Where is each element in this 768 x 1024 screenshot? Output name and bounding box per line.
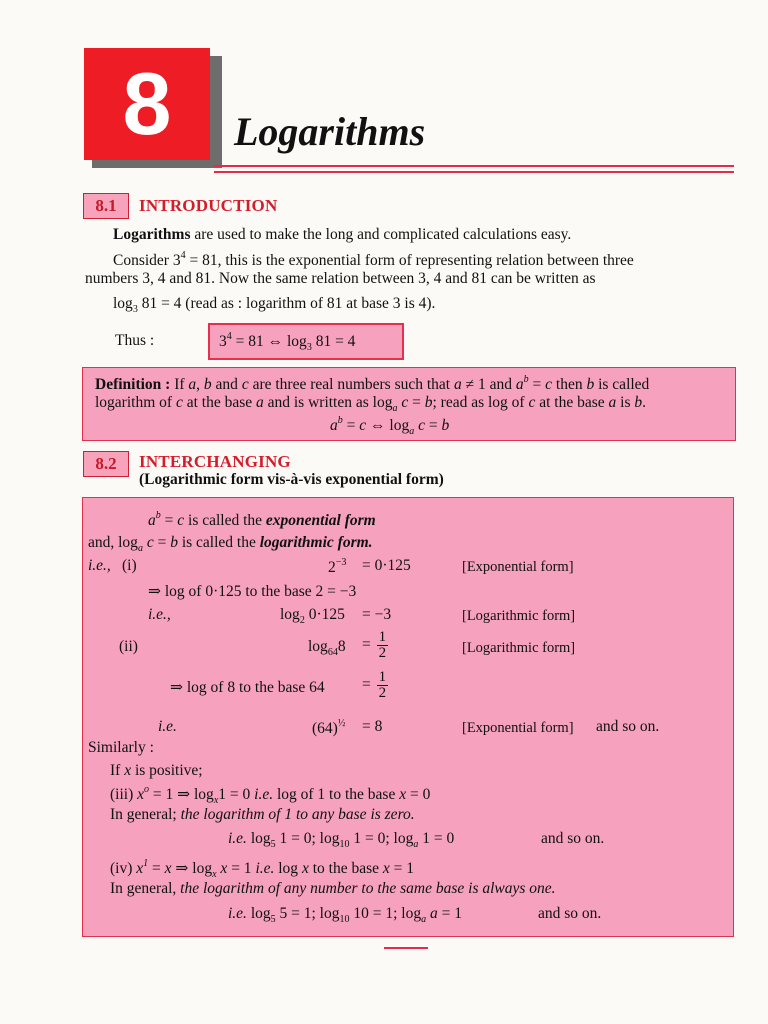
statement-2-rhs: = $\frac{1}{2}$ [362,669,387,701]
statement-1: ⇒ log of 0·125 to the base 2 = −3 [148,583,357,600]
exp-example-1-rhs: = 0·125 [362,557,411,574]
general-rule-1: In general; the logarithm of 1 to any base is zero. [110,806,415,823]
thus-label: Thus : [115,332,155,349]
title-rule-bottom [214,171,734,173]
tag-logarithmic-form-1: [Logarithmic form] [462,608,576,624]
exp-example-2: $(64)^{\frac{1}{2}}$ [312,718,346,737]
tag-exponential-form-2: [Exponential form] [462,720,574,736]
general-rule-2: In general, the logarithm of any number to the same base is always one. [110,880,556,897]
example-line-2: i.e. $\log_5 5 = 1$; $\log_{10} 10 = 1$; $\log_a a = 1$ [228,905,462,925]
exp-form-line: $a^b = c$ is called the exponential form [148,510,376,529]
ie-label-1: i.e., [88,557,111,574]
intro-line: Logarithms are used to make the long and complicated calculations easy. [113,226,572,243]
definition-line-1: Definition : If a, b and c are three real numbers such that a ≠ 1 and $a^b = c$ then b is called [95,374,650,393]
section-heading-introduction: INTRODUCTION [139,196,278,215]
and-so-on-3: and so on. [538,905,602,922]
and-so-on-2: and so on. [541,830,605,847]
section-number-8-2: 8.2 [83,451,129,477]
exp-example-1: $2^{-3}$ [328,557,347,576]
statement-2: ⇒ log of 8 to the base 64 [170,679,325,696]
section-subheading: (Logarithmic form vis-à-vis exponential form) [139,471,444,488]
if-positive-line: If x is positive; [110,762,203,779]
and-so-on-1: and so on. [596,718,660,735]
tag-logarithmic-form-2: [Logarithmic form] [462,640,576,656]
log-read-line: $\log_3 81 = 4$ (read as : logarithm of 81 at base 3 is 4). [113,295,436,315]
item-iv-line: (iv) $x^1 = x$ ⇒ $\log_x x = 1$ i.e. log x to the base x = 1 [110,858,415,880]
footer-rule [384,947,428,949]
section-heading-interchanging: INTERCHANGING [139,452,291,471]
ie-label-3: i.e. [158,718,177,735]
similarly-label: Similarly : [88,739,154,756]
chapter-number-badge [84,48,210,160]
log-example-1-rhs: = −3 [362,606,392,623]
example-line-1: i.e. $\log_5 1 = 0$; $\log_{10} 1 = 0$; $\log_a 1 = 0$ [228,830,455,850]
consider-line: Consider $3^4 = 81$, this is the exponential form of representing relation between three [113,250,634,269]
chapter-title: Logarithms [234,109,426,154]
item-i-label: (i) [122,557,137,574]
log-example-2-rhs: = $\frac{1}{2}$ [362,629,387,661]
ie-label-2: i.e., [148,606,171,623]
log-example-1: $\log_2 0\cdot 125$ [280,606,345,626]
section-number-8-1: 8.1 [83,193,129,219]
definition-line-3: $a^b = c$ ⇔ $\log_a c = b$ [330,415,450,437]
relation-line: numbers 3, 4 and 81. Now the same relation between 3, 4 and 81 can be written as [85,270,596,287]
key-equation: $3^4 = 81$ ⇔ $\log_3 81 = 4$ [219,331,356,353]
tag-exponential-form-1: [Exponential form] [462,559,574,575]
item-ii-label: (ii) [119,638,138,655]
chapter-number: 8 [122,54,172,153]
log-form-line: and, $\log_a c = b$ is called the logarithmic form. [88,534,373,554]
log-example-2: $\log_{64}8$ [308,638,346,658]
title-rule-top [214,165,734,167]
definition-line-2: logarithm of c at the base a and is written as $\log_a c = b$; read as log of c at the base a is b. [95,394,646,414]
item-iii-line: (iii) $x^o = 1$ ⇒ $\log_x1 = 0$ i.e. log of 1 to the base x = 0 [110,784,431,806]
exp-example-2-rhs: = 8 [362,718,383,735]
